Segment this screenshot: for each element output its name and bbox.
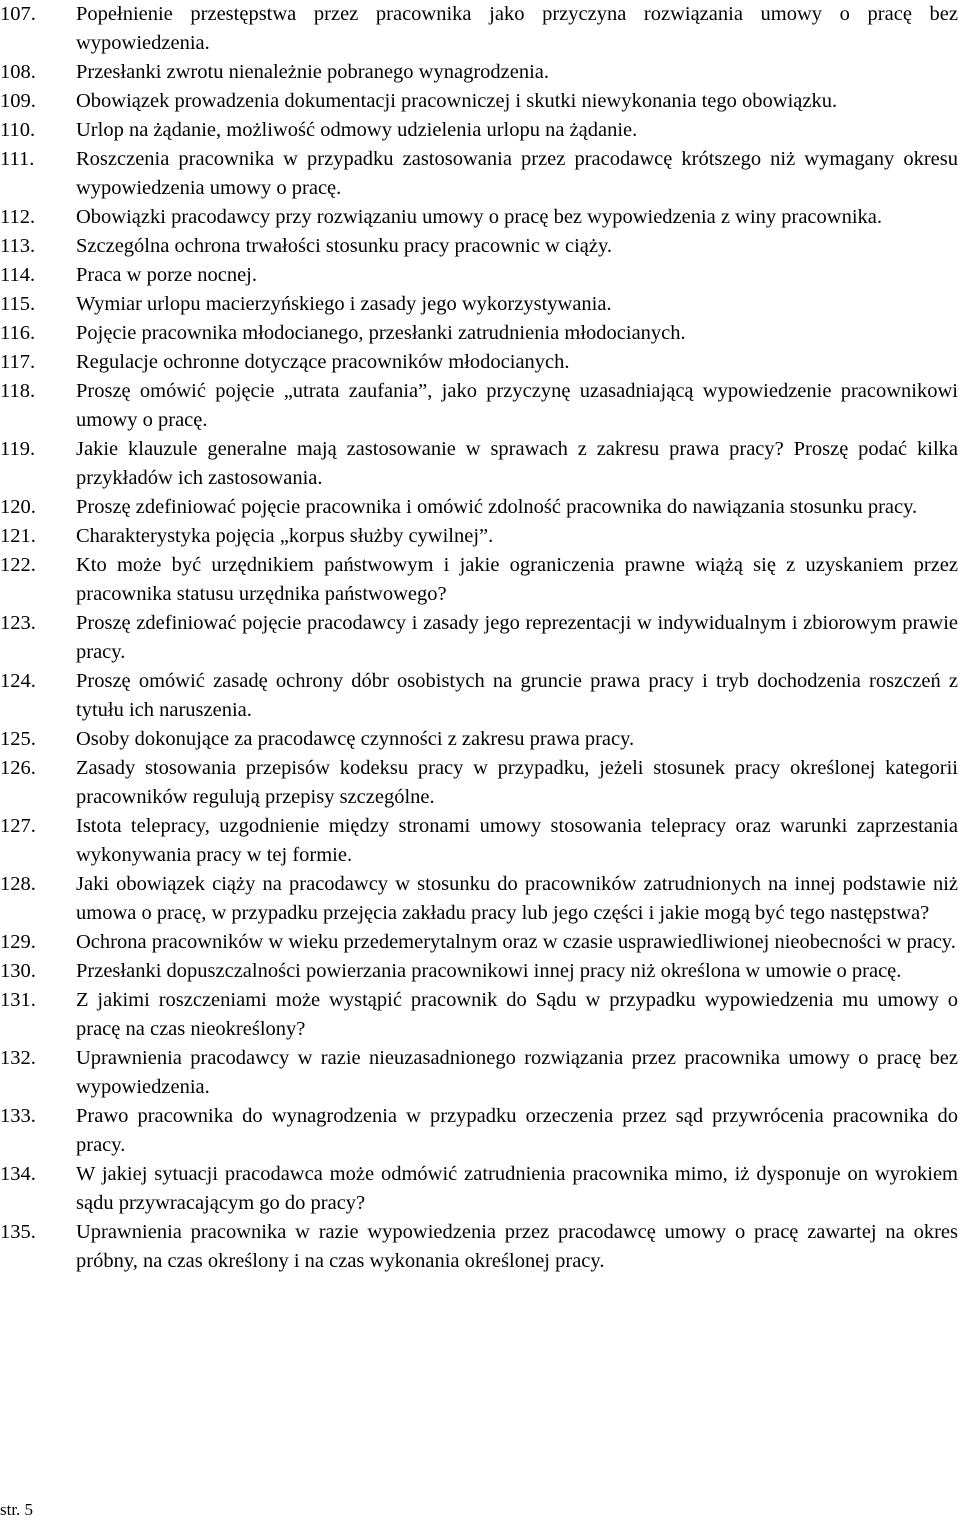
item-text: Praca w porze nocnej. <box>76 264 257 286</box>
item-number: 131. <box>0 989 36 1011</box>
list-item <box>0 377 960 435</box>
list-item <box>0 493 960 522</box>
item-text: Charakterystyka pojęcia „korpus służby cywilnej”. <box>76 525 494 547</box>
list-item <box>0 1044 960 1102</box>
item-text: Jaki obowiązek ciąży na pracodawcy w stosunku do pracowników zatrudnionych na innej podstawie niż umowa o pracę, w przypadku przejęcia zakładu pracy lub jego części i jakie mogą być tego następstwa? <box>76 873 958 924</box>
list-item <box>0 667 960 725</box>
item-number: 127. <box>0 815 36 837</box>
item-text: Zasady stosowania przepisów kodeksu pracy w przypadku, jeżeli stosunek pracy określonej kategorii pracowników regulują przepisy szczególne. <box>76 757 958 808</box>
list-item <box>0 609 960 667</box>
list-item <box>0 1160 960 1218</box>
list-item <box>0 0 960 58</box>
item-number: 119. <box>0 438 36 460</box>
list-item <box>0 754 960 812</box>
page-number: str. 5 <box>0 1500 34 1519</box>
list-item <box>0 319 960 348</box>
list-item <box>0 957 960 986</box>
item-number: 117. <box>0 351 36 373</box>
item-number: 108. <box>0 61 36 83</box>
list-item <box>0 203 960 232</box>
item-text: Ochrona pracowników w wieku przedemerytalnym oraz w czasie usprawiedliwionej nieobecności w pracy. <box>76 931 956 953</box>
item-number: 107. <box>0 3 36 25</box>
item-number: 122. <box>0 554 36 576</box>
item-text: Proszę zdefiniować pojęcie pracownika i omówić zdolność pracownika do nawiązania stosunku pracy. <box>76 496 918 518</box>
item-number: 113. <box>0 235 36 257</box>
list-item <box>0 87 960 116</box>
list-item <box>0 290 960 319</box>
list-item <box>0 261 960 290</box>
item-text: Przesłanki dopuszczalności powierzania pracownikowi innej pracy niż określona w umowie o pracę. <box>76 960 902 982</box>
item-number: 118. <box>0 380 36 402</box>
item-text: Obowiązek prowadzenia dokumentacji pracowniczej i skutki niewykonania tego obowiązku. <box>76 90 838 112</box>
item-number: 126. <box>0 757 36 779</box>
list-item <box>0 870 960 928</box>
item-text: Kto może być urzędnikiem państwowym i jakie ograniczenia prawne wiążą się z uzyskaniem przez pracownika statusu urzędnika państwowego? <box>76 554 958 605</box>
item-text: Szczególna ochrona trwałości stosunku pracy pracownic w ciąży. <box>76 235 613 257</box>
item-number: 115. <box>0 293 36 315</box>
item-text: Regulacje ochronne dotyczące pracowników młodocianych. <box>76 351 570 373</box>
list-item <box>0 58 960 87</box>
item-number: 110. <box>0 119 36 141</box>
item-number: 121. <box>0 525 36 547</box>
item-text: Przesłanki zwrotu nienależnie pobranego wynagrodzenia. <box>76 61 550 83</box>
item-text: Proszę omówić pojęcie „utrata zaufania”, jako przyczynę uzasadniającą wypowiedzenie pracownikowi umowy o pracę. <box>76 380 958 431</box>
item-number: 133. <box>0 1105 36 1127</box>
list-item <box>0 116 960 145</box>
item-number: 124. <box>0 670 36 692</box>
item-text: Prawo pracownika do wynagrodzenia w przypadku orzeczenia przez sąd przywrócenia pracownika do pracy. <box>76 1105 958 1156</box>
list-item <box>0 232 960 261</box>
list-item <box>0 928 960 957</box>
item-text: Istota telepracy, uzgodnienie między stronami umowy stosowania telepracy oraz warunki zaprzestania wykonywania pracy w tej formie. <box>76 815 958 866</box>
item-number: 125. <box>0 728 36 750</box>
item-text: Roszczenia pracownika w przypadku zastosowania przez pracodawcę krótszego niż wymagany okresu wypowiedzenia umowy o pracę. <box>76 148 958 199</box>
item-text: Popełnienie przestępstwa przez pracownika jako przyczyna rozwiązania umowy o pracę bez wypowiedzenia. <box>76 3 958 54</box>
list-item <box>0 1102 960 1160</box>
item-text: Jakie klauzule generalne mają zastosowanie w sprawach z zakresu prawa pracy? Proszę podać kilka przykładów ich zastosowania. <box>76 438 958 489</box>
item-number: 135. <box>0 1221 36 1243</box>
list-item <box>0 986 960 1044</box>
item-number: 111. <box>0 148 35 170</box>
item-text: Uprawnienia pracodawcy w razie nieuzasadnionego rozwiązania przez pracownika umowy o pracę bez wypowiedzenia. <box>76 1047 958 1098</box>
item-text: Uprawnienia pracownika w razie wypowiedzenia przez pracodawcę umowy o pracę zawartej na okres próbny, na czas określony i na czas wykonania określonej pracy. <box>76 1221 958 1272</box>
item-number: 129. <box>0 931 36 953</box>
item-number: 112. <box>0 206 36 228</box>
item-text: Urlop na żądanie, możliwość odmowy udzielenia urlopu na żądanie. <box>76 119 638 141</box>
list-item <box>0 522 960 551</box>
item-text: W jakiej sytuacji pracodawca może odmówić zatrudnienia pracownika mimo, iż dysponuje on wyrokiem sądu przywracającym go do pracy? <box>76 1163 958 1214</box>
item-number: 134. <box>0 1163 36 1185</box>
item-number: 120. <box>0 496 36 518</box>
item-text: Osoby dokonujące za pracodawcę czynności z zakresu prawa pracy. <box>76 728 635 750</box>
item-number: 116. <box>0 322 36 344</box>
list-item <box>0 348 960 377</box>
item-number: 109. <box>0 90 36 112</box>
list-item <box>0 725 960 754</box>
item-number: 130. <box>0 960 36 982</box>
list-item <box>0 145 960 203</box>
item-number: 128. <box>0 873 36 895</box>
item-text: Proszę omówić zasadę ochrony dóbr osobistych na gruncie prawa pracy i tryb dochodzenia roszczeń z tytułu ich naruszenia. <box>76 670 958 721</box>
item-text: Wymiar urlopu macierzyńskiego i zasady jego wykorzystywania. <box>76 293 612 315</box>
item-number: 114. <box>0 264 36 286</box>
list-item <box>0 551 960 609</box>
item-number: 123. <box>0 612 36 634</box>
list-item <box>0 812 960 870</box>
list-item <box>0 435 960 493</box>
item-text: Proszę zdefiniować pojęcie pracodawcy i zasady jego reprezentacji w indywidualnym i zbiorowym prawie pracy. <box>76 612 958 663</box>
list-item <box>0 1218 960 1276</box>
item-text: Pojęcie pracownika młodocianego, przesłanki zatrudnienia młodocianych. <box>76 322 686 344</box>
item-text: Z jakimi roszczeniami może wystąpić pracownik do Sądu w przypadku wypowiedzenia mu umowy o pracę na czas nieokreślony? <box>76 989 958 1040</box>
item-number: 132. <box>0 1047 36 1069</box>
item-text: Obowiązki pracodawcy przy rozwiązaniu umowy o pracę bez wypowiedzenia z winy pracownika. <box>76 206 883 228</box>
